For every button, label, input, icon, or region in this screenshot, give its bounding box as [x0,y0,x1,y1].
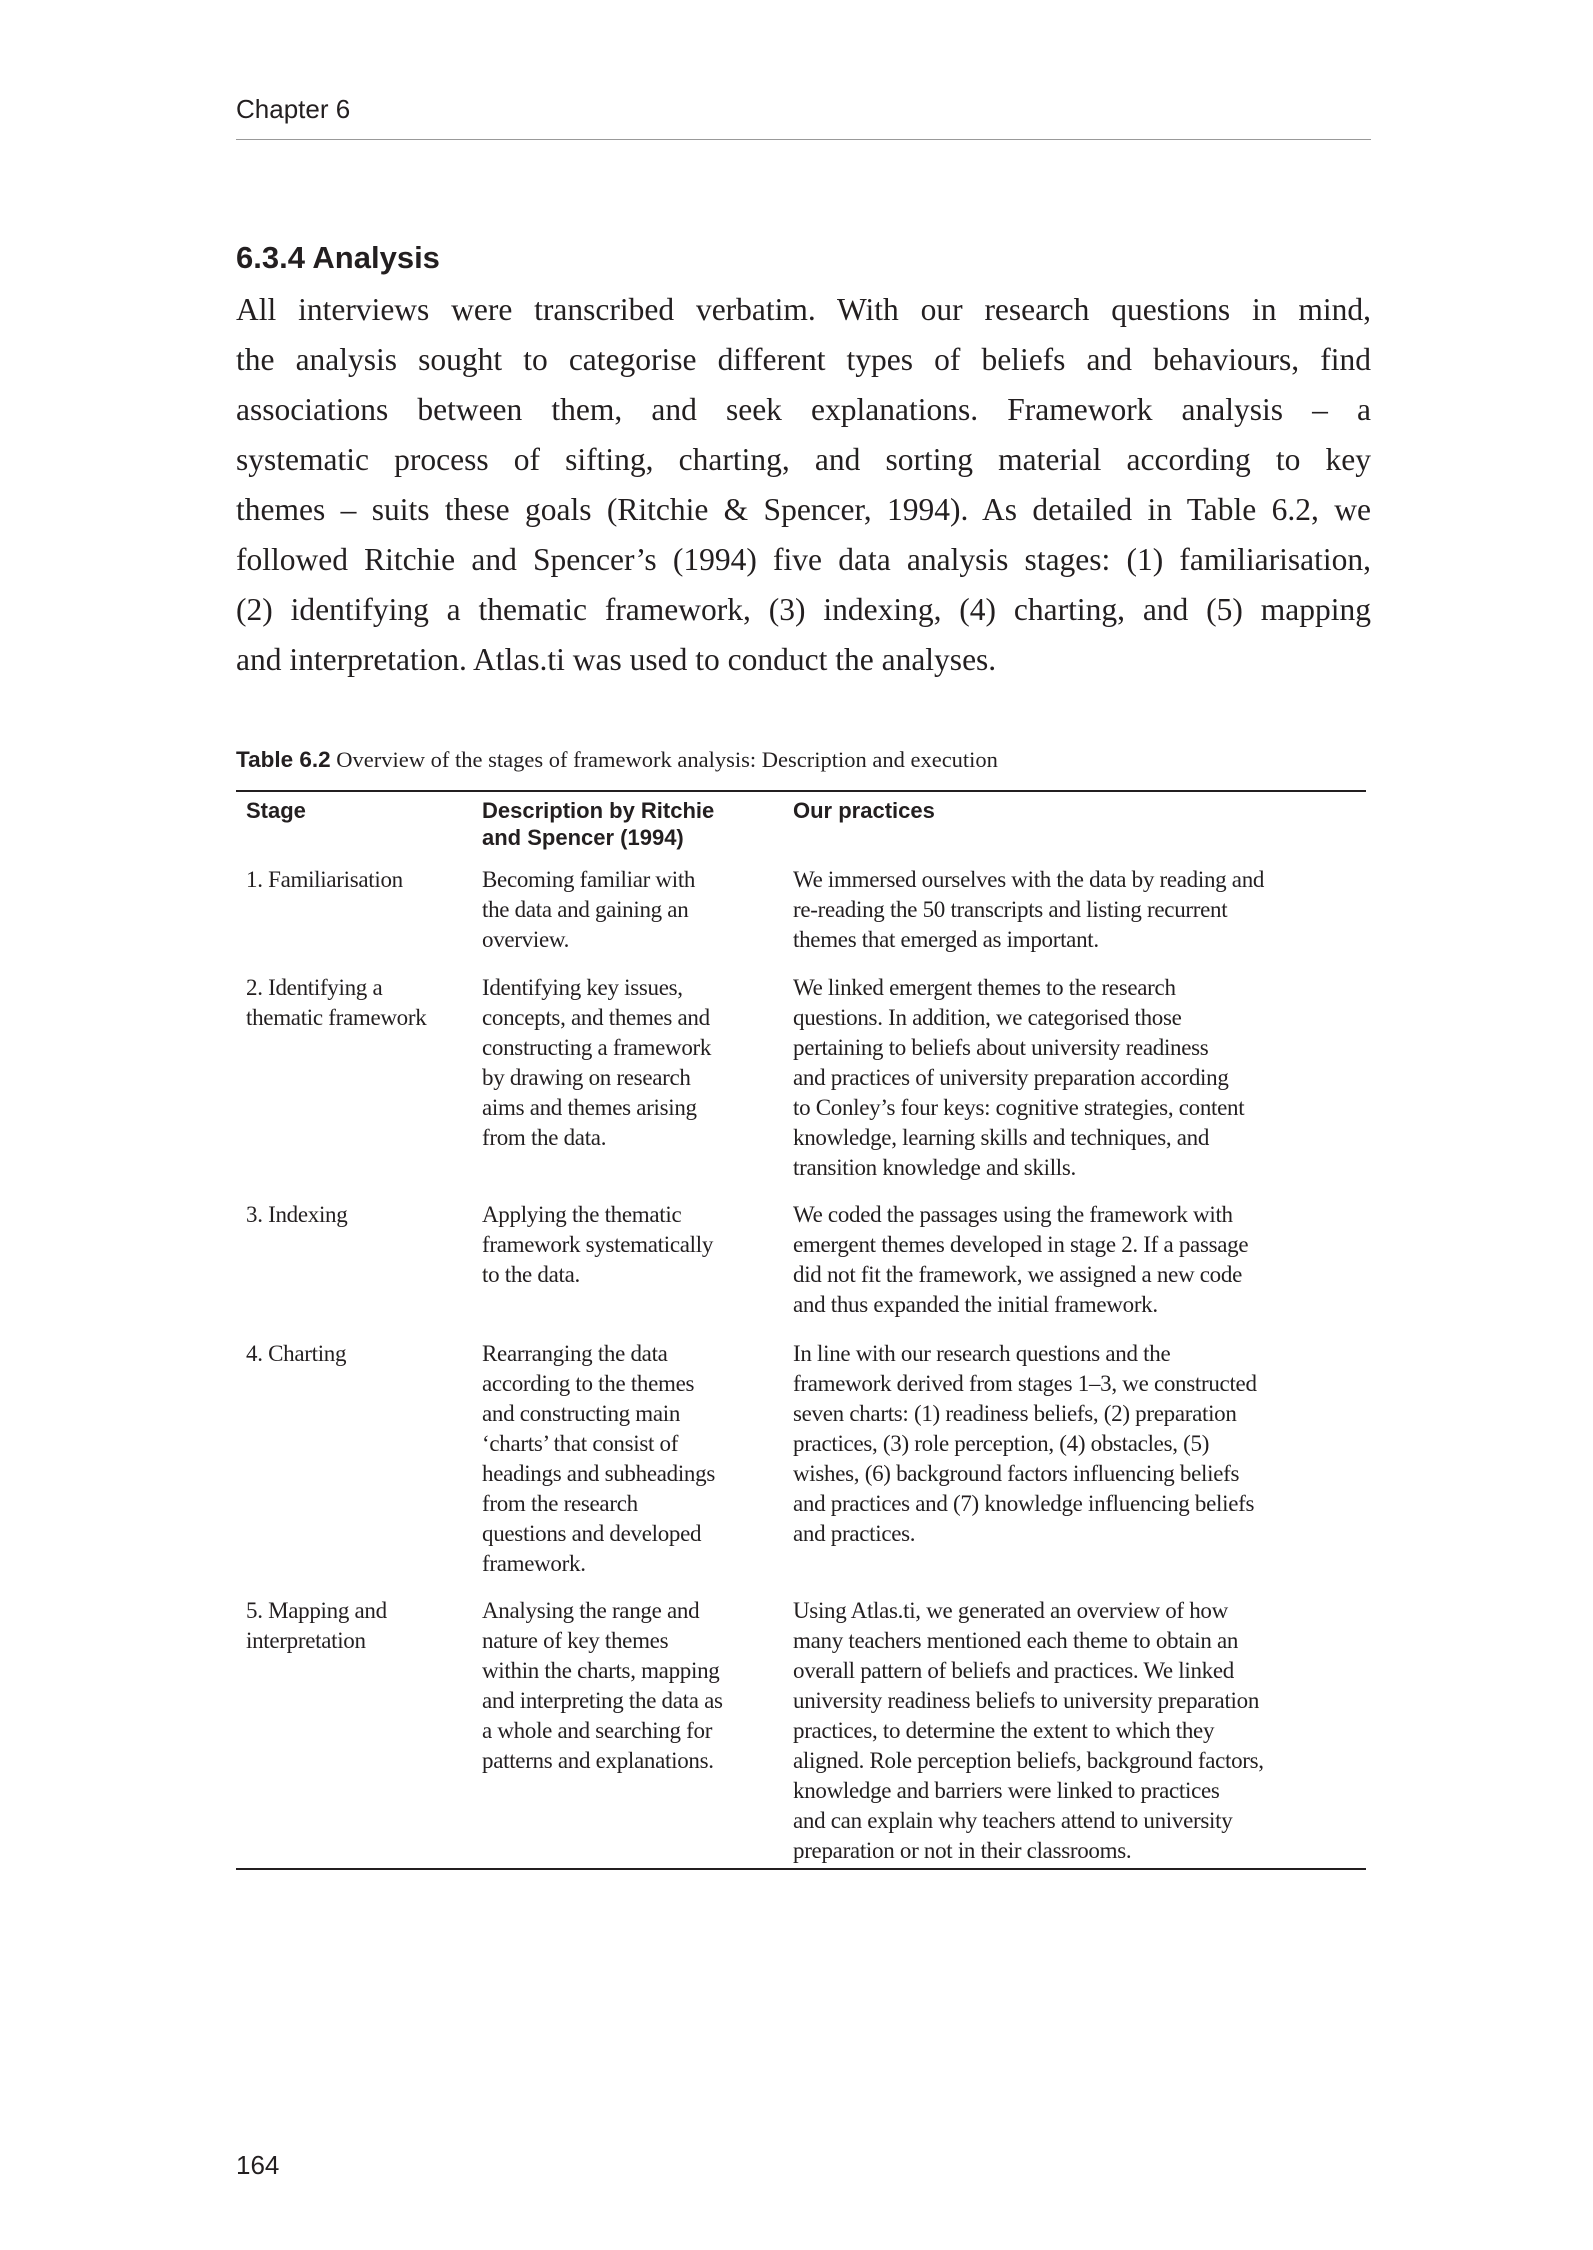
body-paragraph [236,285,1371,685]
practices-cell: We linked emergent themes to the research questions. In addition, we categorised those pertaining to beliefs about university readiness and practices of university preparation according to Conley’s four keys: cognitive strategies, content knowledge, learning skills and techniques, and transition knowledge and skills. [793,975,1245,1180]
table-bottom-rule [236,1868,1366,1870]
stage-cell: 1. Familiarisation [246,867,403,892]
column-header-description: Description by Ritchie and Spencer (1994) [482,798,715,850]
stage-cell: 5. Mapping and interpretation [246,1598,387,1653]
practices-cell: We coded the passages using the framework with emergent themes developed in stage 2. If a passage did not fit the framework, we assigned a new code and thus expanded the initial framework. [793,1202,1249,1317]
body-line: and interpretation. Atlas.ti was used to conduct the analyses. [236,642,997,677]
body-line: the analysis sought to categorise different types of beliefs and behaviours, find [236,342,1371,377]
table-top-rule [236,790,1366,792]
stage-cell: 3. Indexing [246,1202,348,1227]
body-line: followed Ritchie and Spencer’s (1994) five data analysis stages: (1) familiarisation, [236,542,1371,577]
table-caption-label: Table 6.2 [236,747,331,772]
running-head: Chapter 6 [236,94,351,124]
description-cell: Identifying key issues, concepts, and themes and constructing a framework by drawing on research aims and themes arising from the data. [482,975,712,1150]
practices-cell: Using Atlas.ti, we generated an overview of how many teachers mentioned each theme to obtain an overall pattern of beliefs and practices. We linked university readiness beliefs to university preparation practices, to determine the extent to which they aligned. Role perception beliefs, background factors, knowledge and barriers were linked to practices and can explain why teachers attend to university preparation or not in their classrooms. [793,1598,1264,1863]
description-cell: Becoming familiar with the data and gaining an overview. [482,867,696,952]
description-cell: Rearranging the data according to the themes and constructing main ‘charts’ that consist of headings and subheadings from the research questions and developed framework. [482,1341,715,1576]
column-header-practices: Our practices [793,798,935,823]
body-line: All interviews were transcribed verbatim. With our research questions in mind, [236,292,1371,327]
header-rule [236,139,1371,140]
body-line: themes – suits these goals (Ritchie & Spencer, 1994). As detailed in Table 6.2, we [236,492,1371,527]
body-line: associations between them, and seek explanations. Framework analysis – a [236,392,1371,427]
stage-cell: 4. Charting [246,1341,347,1366]
table-caption-text: Overview of the stages of framework analysis: Description and execution [330,747,998,772]
body-line: systematic process of sifting, charting, and sorting material according to key [236,442,1371,477]
practices-cell: In line with our research questions and the framework derived from stages 1–3, we constructed seven charts: (1) readiness beliefs, (2) preparation practices, (3) role perception, (4) obstacles, (5) wishes, (6) background factors influencing beliefs and practices and (7) knowledge influencing beliefs and practices. [793,1341,1257,1546]
column-header-stage: Stage [246,798,306,823]
section-heading: 6.3.4 Analysis [236,240,440,275]
body-line: (2) identifying a thematic framework, (3) indexing, (4) charting, and (5) mapping [236,592,1371,627]
table-caption [236,747,998,773]
page-number: 164 [236,2150,280,2180]
stage-cell: 2. Identifying a thematic framework [246,975,427,1030]
description-cell: Analysing the range and nature of key themes within the charts, mapping and interpreting the data as a whole and searching for patterns and explanations. [482,1598,723,1773]
description-cell: Applying the thematic framework systematically to the data. [482,1202,714,1287]
practices-cell: We immersed ourselves with the data by reading and re-reading the 50 transcripts and listing recurrent themes that emerged as important. [793,867,1265,952]
